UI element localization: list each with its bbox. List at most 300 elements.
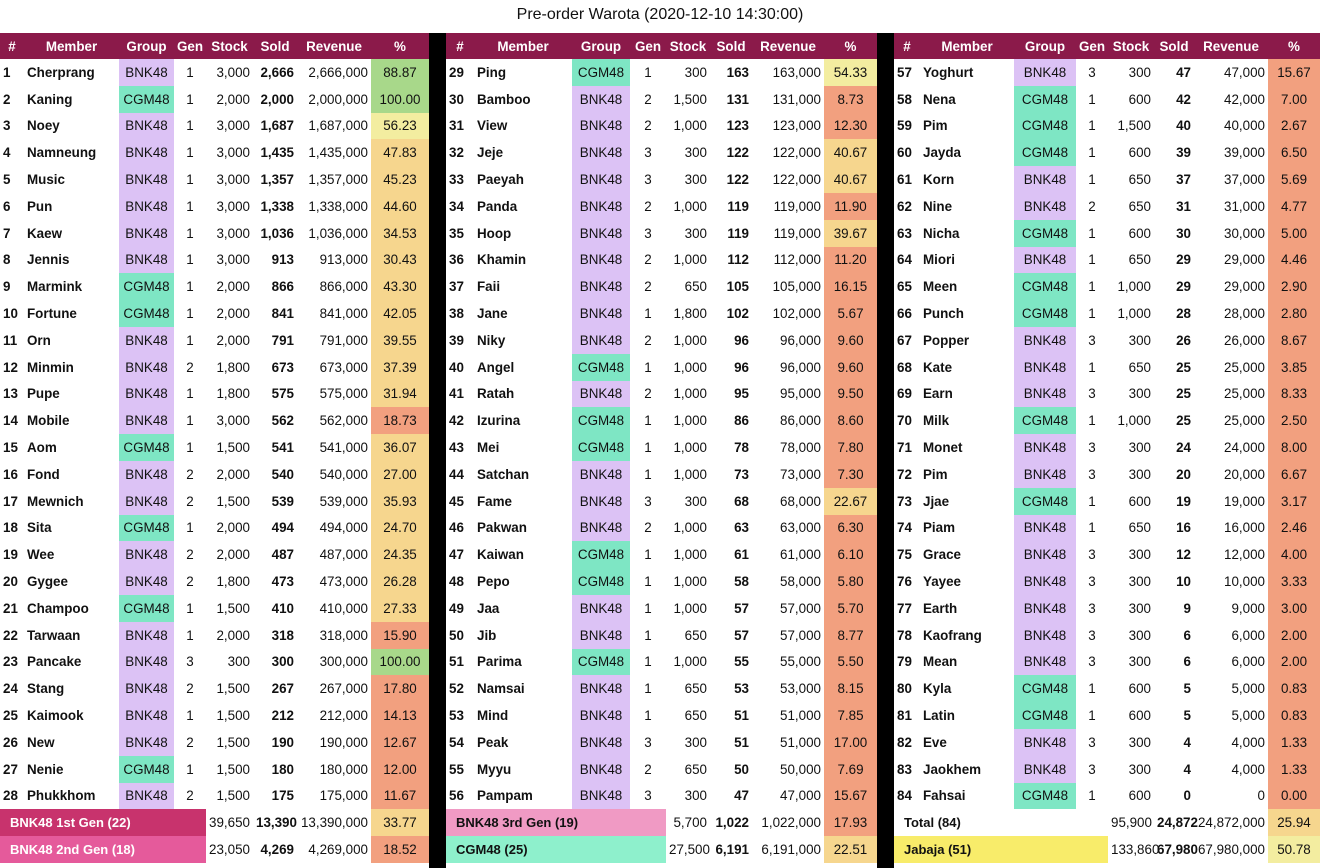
member-cell: Meen <box>923 279 958 295</box>
sold-cell: 30 <box>1176 225 1191 241</box>
revenue-cell: 73,000 <box>780 466 821 482</box>
rank-cell: 25 <box>3 708 18 724</box>
gen-cell: 1 <box>186 64 194 80</box>
table-row <box>894 729 1320 756</box>
group-cell: BNK48 <box>119 461 174 488</box>
gen-cell: 2 <box>186 681 194 697</box>
member-cell: Latin <box>923 708 955 724</box>
table-row <box>894 300 1320 327</box>
percent-cell: 8.00 <box>1268 434 1320 461</box>
member-cell: Pepo <box>477 574 510 590</box>
header-gen: Gen <box>1076 33 1108 59</box>
gen-cell: 2 <box>644 118 652 134</box>
group-cell: CGM48 <box>119 756 174 783</box>
revenue-cell: 19,000 <box>1224 493 1265 509</box>
stock-cell: 1,500 <box>673 91 707 107</box>
group-cell: BNK48 <box>572 381 630 408</box>
rank-cell: 28 <box>3 788 18 804</box>
table-row <box>894 273 1320 300</box>
gen-cell: 3 <box>644 145 652 161</box>
summary-row <box>894 809 1320 836</box>
rank-cell: 64 <box>897 252 912 268</box>
header-sold: Sold <box>253 33 297 59</box>
stock-cell: 300 <box>1128 64 1151 80</box>
percent-cell: 7.85 <box>824 702 877 729</box>
gen-cell: 1 <box>644 654 652 670</box>
table-row <box>0 59 429 86</box>
member-cell: Earn <box>923 386 953 402</box>
member-cell: Aom <box>27 440 57 456</box>
summary-row <box>446 836 877 863</box>
summary-percent: 17.93 <box>824 809 877 836</box>
rank-cell: 69 <box>897 386 912 402</box>
table-row <box>446 541 877 568</box>
group-cell: BNK48 <box>572 515 630 542</box>
sold-cell: 37 <box>1176 172 1191 188</box>
rank-cell: 9 <box>3 279 11 295</box>
group-cell: BNK48 <box>1014 729 1076 756</box>
header-member: Member <box>920 33 1014 59</box>
rank-cell: 51 <box>449 654 464 670</box>
rank-cell: 50 <box>449 627 464 643</box>
summary-sold: 24,872 <box>1157 815 1198 831</box>
percent-cell: 100.00 <box>371 86 429 113</box>
gen-cell: 1 <box>1088 118 1096 134</box>
table-row <box>894 675 1320 702</box>
stock-cell: 1,000 <box>673 520 707 536</box>
member-cell: Niky <box>477 332 506 348</box>
summary-sold: 13,390 <box>256 815 297 831</box>
group-cell: BNK48 <box>572 139 630 166</box>
gen-cell: 2 <box>644 520 652 536</box>
table-row <box>894 568 1320 595</box>
group-cell: CGM48 <box>572 541 630 568</box>
summary-revenue: 4,269,000 <box>308 842 368 857</box>
revenue-cell: 28,000 <box>1224 306 1265 322</box>
revenue-cell: 4,000 <box>1231 734 1265 750</box>
sold-cell: 95 <box>734 386 749 402</box>
sold-cell: 47 <box>1176 64 1191 80</box>
gen-cell: 1 <box>644 306 652 322</box>
revenue-cell: 913,000 <box>319 252 368 268</box>
rank-cell: 80 <box>897 681 912 697</box>
member-cell: Piam <box>923 520 956 536</box>
group-cell: BNK48 <box>119 783 174 810</box>
rank-cell: 61 <box>897 172 912 188</box>
percent-cell: 27.33 <box>371 595 429 622</box>
percent-cell: 11.20 <box>824 247 877 274</box>
rank-cell: 65 <box>897 279 912 295</box>
table-row <box>0 166 429 193</box>
rank-cell: 34 <box>449 198 464 214</box>
rank-cell: 2 <box>3 91 11 107</box>
group-cell: BNK48 <box>119 139 174 166</box>
revenue-cell: 57,000 <box>780 627 821 643</box>
percent-cell: 56.23 <box>371 113 429 140</box>
sold-cell: 58 <box>734 574 749 590</box>
member-cell: Nicha <box>923 225 960 241</box>
table-row <box>894 783 1320 810</box>
table-row <box>894 434 1320 461</box>
member-cell: Minmin <box>27 359 74 375</box>
member-cell: Kaofrang <box>923 627 982 643</box>
table-row <box>446 86 877 113</box>
stock-cell: 1,800 <box>216 386 250 402</box>
gen-cell: 3 <box>1088 547 1096 563</box>
group-cell: BNK48 <box>572 461 630 488</box>
header-member: Member <box>474 33 572 59</box>
table-row <box>0 783 429 810</box>
gen-cell: 2 <box>186 359 194 375</box>
table-row <box>446 649 877 676</box>
sold-cell: 24 <box>1176 440 1191 456</box>
stock-cell: 650 <box>684 627 707 643</box>
sold-cell: 61 <box>734 547 749 563</box>
rank-cell: 35 <box>449 225 464 241</box>
stock-cell: 600 <box>1128 708 1151 724</box>
gen-cell: 1 <box>186 172 194 188</box>
table-row <box>446 756 877 783</box>
table-row <box>446 327 877 354</box>
member-cell: Korn <box>923 172 955 188</box>
gen-cell: 3 <box>1088 466 1096 482</box>
member-cell: Nine <box>923 198 953 214</box>
table-row <box>0 86 429 113</box>
member-cell: Jaa <box>477 600 500 616</box>
summary-percent: 33.77 <box>371 809 429 836</box>
revenue-cell: 29,000 <box>1224 252 1265 268</box>
sold-cell: 1,357 <box>260 172 294 188</box>
percent-cell: 6.10 <box>824 541 877 568</box>
member-cell: Popper <box>923 332 970 348</box>
stock-cell: 600 <box>1128 681 1151 697</box>
group-cell: BNK48 <box>572 702 630 729</box>
sold-cell: 541 <box>271 440 294 456</box>
sold-cell: 473 <box>271 574 294 590</box>
gen-cell: 1 <box>186 279 194 295</box>
member-cell: Pupe <box>27 386 60 402</box>
stock-cell: 1,000 <box>1117 306 1151 322</box>
member-cell: Pim <box>923 466 948 482</box>
gen-cell: 1 <box>1088 681 1096 697</box>
percent-cell: 42.05 <box>371 300 429 327</box>
table-row <box>894 515 1320 542</box>
sold-cell: 105 <box>726 279 749 295</box>
stock-cell: 3,000 <box>216 64 250 80</box>
rank-cell: 53 <box>449 708 464 724</box>
group-cell: CGM48 <box>572 649 630 676</box>
percent-cell: 2.00 <box>1268 622 1320 649</box>
gen-cell: 3 <box>186 654 194 670</box>
sold-cell: 539 <box>271 493 294 509</box>
rank-cell: 40 <box>449 359 464 375</box>
rank-cell: 45 <box>449 493 464 509</box>
revenue-cell: 841,000 <box>319 306 368 322</box>
member-cell: Gygee <box>27 574 68 590</box>
rank-cell: 81 <box>897 708 912 724</box>
gen-cell: 1 <box>186 332 194 348</box>
revenue-cell: 123,000 <box>772 118 821 134</box>
gen-cell: 1 <box>1088 252 1096 268</box>
percent-cell: 2.90 <box>1268 273 1320 300</box>
rank-cell: 29 <box>449 64 464 80</box>
stock-cell: 3,000 <box>216 145 250 161</box>
gen-cell: 1 <box>186 91 194 107</box>
stock-cell: 1,000 <box>1117 279 1151 295</box>
member-cell: Peak <box>477 734 509 750</box>
gen-cell: 1 <box>644 627 652 643</box>
group-cell: BNK48 <box>1014 649 1076 676</box>
sold-cell: 175 <box>271 788 294 804</box>
percent-cell: 1.33 <box>1268 729 1320 756</box>
revenue-cell: 39,000 <box>1224 145 1265 161</box>
stock-cell: 1,000 <box>673 198 707 214</box>
stock-cell: 300 <box>1128 761 1151 777</box>
revenue-cell: 575,000 <box>319 386 368 402</box>
revenue-cell: 4,000 <box>1231 761 1265 777</box>
revenue-cell: 25,000 <box>1224 359 1265 375</box>
member-cell: Kaiwan <box>477 547 524 563</box>
gen-cell: 1 <box>644 440 652 456</box>
rank-cell: 8 <box>3 252 11 268</box>
percent-cell: 3.00 <box>1268 595 1320 622</box>
sold-cell: 540 <box>271 466 294 482</box>
table-row <box>0 595 429 622</box>
percent-cell: 4.00 <box>1268 541 1320 568</box>
percent-cell: 5.70 <box>824 595 877 622</box>
table-row <box>0 193 429 220</box>
gen-cell: 2 <box>186 547 194 563</box>
revenue-cell: 1,036,000 <box>308 225 368 241</box>
revenue-cell: 1,435,000 <box>308 145 368 161</box>
member-cell: Myyu <box>477 761 512 777</box>
table-row <box>894 649 1320 676</box>
rank-cell: 49 <box>449 600 464 616</box>
revenue-cell: 122,000 <box>772 172 821 188</box>
rank-cell: 46 <box>449 520 464 536</box>
percent-cell: 22.67 <box>824 488 877 515</box>
stock-cell: 600 <box>1128 91 1151 107</box>
group-cell: CGM48 <box>1014 273 1076 300</box>
sold-cell: 123 <box>726 118 749 134</box>
group-cell: BNK48 <box>1014 756 1076 783</box>
rank-cell: 22 <box>3 627 18 643</box>
sold-cell: 29 <box>1176 279 1191 295</box>
percent-cell: 35.93 <box>371 488 429 515</box>
group-cell: CGM48 <box>1014 407 1076 434</box>
group-cell: CGM48 <box>1014 220 1076 247</box>
group-cell: BNK48 <box>119 166 174 193</box>
stock-cell: 600 <box>1128 493 1151 509</box>
member-cell: Kaning <box>27 91 73 107</box>
table-row <box>446 113 877 140</box>
percent-cell: 27.00 <box>371 461 429 488</box>
percent-cell: 15.67 <box>824 783 877 810</box>
stock-cell: 300 <box>1128 386 1151 402</box>
percent-cell: 12.67 <box>371 729 429 756</box>
percent-cell: 37.39 <box>371 354 429 381</box>
revenue-cell: 53,000 <box>780 681 821 697</box>
percent-cell: 1.33 <box>1268 756 1320 783</box>
revenue-cell: 494,000 <box>319 520 368 536</box>
table-row <box>0 273 429 300</box>
rank-cell: 4 <box>3 145 11 161</box>
stock-cell: 300 <box>1128 547 1151 563</box>
stock-cell: 3,000 <box>216 225 250 241</box>
table-row <box>0 756 429 783</box>
rank-cell: 41 <box>449 386 464 402</box>
revenue-cell: 102,000 <box>772 306 821 322</box>
gen-cell: 3 <box>1088 440 1096 456</box>
rank-cell: 75 <box>897 547 912 563</box>
stock-cell: 650 <box>684 681 707 697</box>
header-sold: Sold <box>710 33 752 59</box>
rank-cell: 17 <box>3 493 18 509</box>
sold-cell: 63 <box>734 520 749 536</box>
table-row <box>0 220 429 247</box>
revenue-cell: 541,000 <box>319 440 368 456</box>
percent-cell: 43.30 <box>371 273 429 300</box>
sold-cell: 866 <box>271 279 294 295</box>
sold-cell: 26 <box>1176 332 1191 348</box>
revenue-cell: 119,000 <box>773 198 821 214</box>
sold-cell: 4 <box>1183 761 1191 777</box>
group-cell: BNK48 <box>1014 193 1076 220</box>
summary-label: CGM48 (25) <box>446 836 666 863</box>
table-row <box>446 139 877 166</box>
member-cell: Kaimook <box>27 708 84 724</box>
rank-cell: 14 <box>3 413 18 429</box>
revenue-cell: 0 <box>1257 788 1265 804</box>
gen-cell: 2 <box>186 493 194 509</box>
ranking-panel-1 <box>0 33 429 863</box>
gen-cell: 1 <box>186 225 194 241</box>
stock-cell: 1,000 <box>673 547 707 563</box>
header-gen: Gen <box>174 33 206 59</box>
gen-cell: 1 <box>644 547 652 563</box>
sold-cell: 163 <box>726 64 749 80</box>
table-row <box>894 702 1320 729</box>
table-row <box>0 247 429 274</box>
rank-cell: 68 <box>897 359 912 375</box>
member-cell: Angel <box>477 359 515 375</box>
percent-cell: 40.67 <box>824 166 877 193</box>
group-cell: BNK48 <box>119 327 174 354</box>
gen-cell: 2 <box>644 761 652 777</box>
group-cell: BNK48 <box>119 193 174 220</box>
group-cell: BNK48 <box>572 327 630 354</box>
member-cell: Jaokhem <box>923 761 982 777</box>
revenue-cell: 473,000 <box>319 574 368 590</box>
sold-cell: 122 <box>726 145 749 161</box>
table-row <box>0 381 429 408</box>
member-cell: Ratah <box>477 386 515 402</box>
stock-cell: 300 <box>684 734 707 750</box>
gen-cell: 1 <box>1088 520 1096 536</box>
sold-cell: 122 <box>726 172 749 188</box>
rank-cell: 32 <box>449 145 464 161</box>
rank-cell: 73 <box>897 493 912 509</box>
rank-cell: 23 <box>3 654 18 670</box>
member-cell: Music <box>27 172 65 188</box>
group-cell: BNK48 <box>119 622 174 649</box>
sold-cell: 68 <box>734 493 749 509</box>
member-table <box>446 33 877 863</box>
group-cell: BNK48 <box>119 568 174 595</box>
member-cell: Noey <box>27 118 60 134</box>
group-cell: BNK48 <box>1014 381 1076 408</box>
rank-cell: 11 <box>3 332 18 348</box>
stock-cell: 300 <box>227 654 250 670</box>
sold-cell: 57 <box>734 600 749 616</box>
gen-cell: 3 <box>644 734 652 750</box>
sold-cell: 51 <box>734 708 749 724</box>
percent-cell: 31.94 <box>371 381 429 408</box>
member-cell: Hoop <box>477 225 512 241</box>
gen-cell: 1 <box>644 600 652 616</box>
sold-cell: 410 <box>271 600 294 616</box>
header-group: Group <box>119 33 174 59</box>
group-cell: BNK48 <box>572 193 630 220</box>
rank-cell: 18 <box>3 520 18 536</box>
rank-cell: 16 <box>3 466 18 482</box>
gen-cell: 3 <box>1088 64 1096 80</box>
revenue-cell: 175,000 <box>319 788 368 804</box>
rank-cell: 77 <box>897 600 912 616</box>
sold-cell: 119 <box>727 198 749 214</box>
sold-cell: 55 <box>734 654 749 670</box>
percent-cell: 0.00 <box>1268 783 1320 810</box>
rank-cell: 39 <box>449 332 464 348</box>
group-cell: BNK48 <box>572 488 630 515</box>
summary-sold: 6,191 <box>715 842 749 857</box>
revenue-cell: 31,000 <box>1224 198 1265 214</box>
sold-cell: 0 <box>1183 788 1191 804</box>
rank-cell: 74 <box>897 520 912 536</box>
summary-stock: 27,500 <box>669 842 710 857</box>
percent-cell: 39.55 <box>371 327 429 354</box>
revenue-cell: 29,000 <box>1224 279 1265 295</box>
rank-cell: 44 <box>449 466 464 482</box>
sold-cell: 57 <box>734 627 749 643</box>
member-cell: Satchan <box>477 466 530 482</box>
stock-cell: 1,500 <box>216 788 250 804</box>
table-row <box>0 675 429 702</box>
summary-sold: 67,980 <box>1157 842 1198 857</box>
stock-cell: 1,500 <box>216 493 250 509</box>
member-cell: Panda <box>477 198 518 214</box>
gen-cell: 3 <box>1088 654 1096 670</box>
group-cell: CGM48 <box>119 595 174 622</box>
stock-cell: 300 <box>684 172 707 188</box>
sold-cell: 112 <box>727 252 749 268</box>
summary-row <box>894 836 1320 863</box>
revenue-cell: 190,000 <box>319 734 368 750</box>
sold-cell: 487 <box>271 547 294 563</box>
stock-cell: 1,000 <box>673 654 707 670</box>
group-cell: BNK48 <box>1014 247 1076 274</box>
table-row <box>446 247 877 274</box>
summary-revenue: 6,191,000 <box>761 842 821 857</box>
sold-cell: 96 <box>734 359 749 375</box>
member-cell: Kaew <box>27 225 62 241</box>
gen-cell: 3 <box>1088 734 1096 750</box>
group-cell: BNK48 <box>1014 354 1076 381</box>
rank-cell: 20 <box>3 574 18 590</box>
table-row <box>446 622 877 649</box>
group-cell: BNK48 <box>572 273 630 300</box>
percent-cell: 47.83 <box>371 139 429 166</box>
